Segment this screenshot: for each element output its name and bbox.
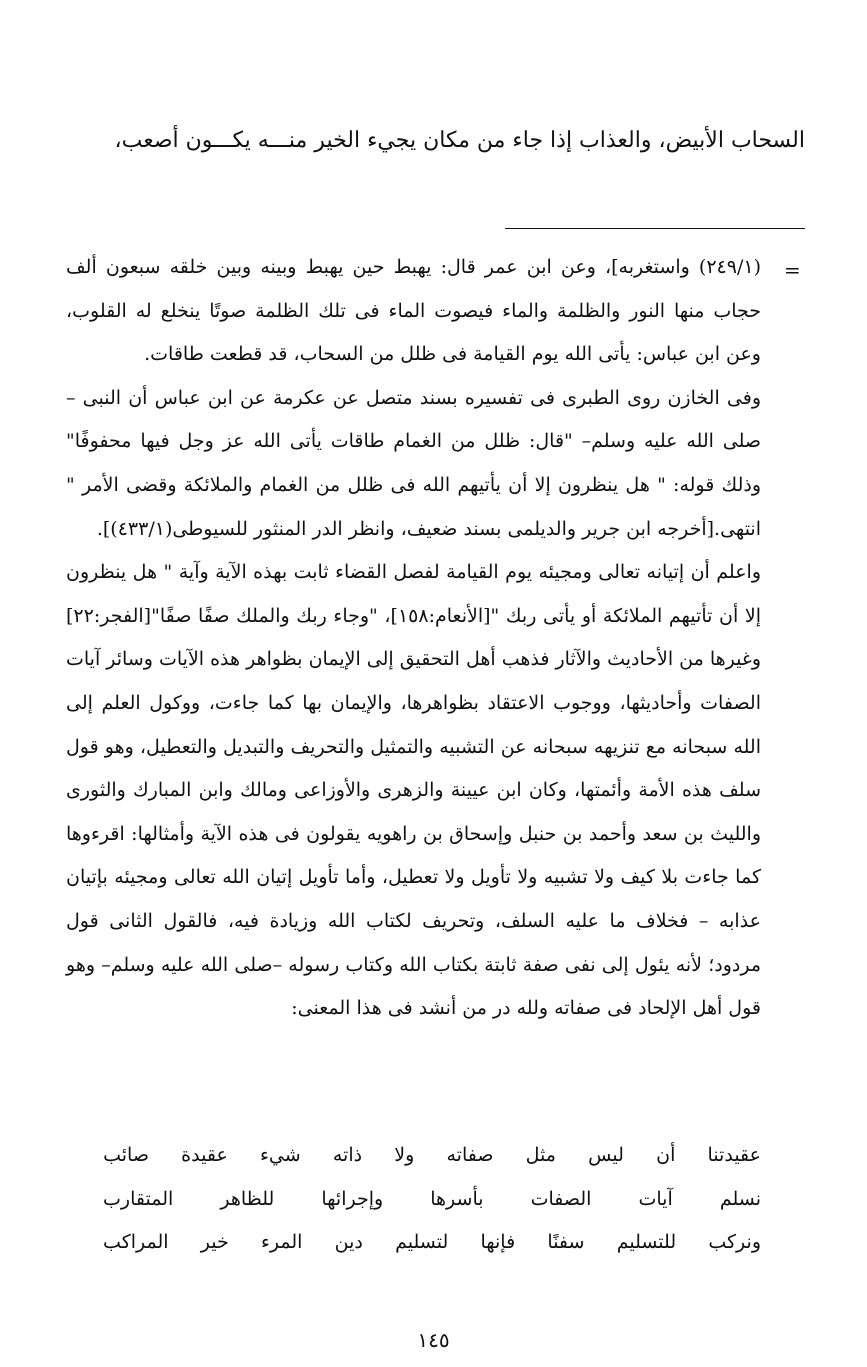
verse-word: ولا <box>394 1144 415 1166</box>
verse-word: مثل <box>525 1144 556 1166</box>
verse-word: آيات <box>638 1187 673 1210</box>
verse-word: خير <box>200 1231 229 1254</box>
footnote-paragraph: وفى الخازن روى الطبرى فى تفسيره بسند متصل عن عكرمة عن ابن عباس أن النبى –صلى الله عليه وسلم– "قال: ظلل من الغمام طاقات يأتى الله عز وجل فيها محفوفًا" وذلك قوله: " هل ينظرون إلا أن يأتيهم الله فى ظلل من الغمام والملائكة وقضى الأمر " انتهى.[أخرجه ابن جرير والديلمى بسند ضعيف، وانظر الدر المنثور للسيوطى(٤٣٣/١)]. <box>66 386 761 540</box>
main-text-line: السحاب الأبيض، والعذاب إذا جاء من مكان يجيء الخير منـــه يكـــون أصعب، <box>114 128 805 153</box>
verse-line <box>103 1134 761 1178</box>
verse-word: المراكب <box>103 1231 169 1254</box>
footnote-paragraph: (٢٤٩/١) واستغربه]، وعن ابن عمر قال: يهبط حين يهبط وبينه وبين خلقه سبعون ألف حجاب منها النور والظلمة والماء فيصوت الماء فى تلك الظلمة صوتًا ينخلع له القلوب، وعن ابن عباس: يأتى الله يوم القيامة فى ظلل من السحاب، قد قطعت طاقات. <box>66 256 761 366</box>
verse-word: المتقارب <box>103 1187 174 1210</box>
poem-verses <box>103 1134 761 1265</box>
verse-word: أن <box>656 1144 676 1166</box>
footnote-continuation-mark: = <box>784 258 801 282</box>
verse-word: للتسليم <box>616 1231 677 1254</box>
verse-word: عقيدة <box>181 1144 228 1166</box>
verse-word: للظاهر <box>220 1187 275 1210</box>
verse-word: ليس <box>588 1144 624 1166</box>
verse-word: المرء <box>260 1231 303 1254</box>
page-number: ١٤٥ <box>417 1328 450 1352</box>
verse-word: صائب <box>103 1144 149 1166</box>
verse-word: صفاته <box>446 1144 494 1166</box>
verse-word: ونركب <box>708 1231 761 1254</box>
verse-word: الصفات <box>530 1187 592 1210</box>
verse-line <box>103 1178 761 1222</box>
verse-word: دين <box>334 1231 363 1254</box>
footnote-paragraph: واعلم أن إتيانه تعالى ومجيئه يوم القيامة لفصل القضاء ثابت بهذه الآية وآية " هل ينظرون إلا أن تأتيهم الملائكة أو يأتى ربك "[الأنعام:١٥٨]، "وجاء ربك والملك صفًا صفًا"[الفجر:٢٢] وغيرها من الأحاديث والآثار فذهب أهل التحقيق إلى الإيمان بظواهر هذه الآيات وسائر آيات الصفات وأحاديثها، ووجوب الاعتقاد بظواهرها، والإيمان بها كما جاءت، ووكول العلم إلى الله سبحانه مع تنزيهه سبحانه عن التشبيه والتمثيل والتحريف والتبديل والتعطيل، وهو قول سلف هذه الأمة وأئمتها، وكان ابن عيينة والزهرى والأوزاعى ومالك وابن المبارك والثورى والليث بن سعد وأحمد بن حنبل وإسحاق بن راهويه يقولون فى هذه الآية وأمثالها: اقرءوها كما جاءت بلا كيف ولا تشبيه ولا تأويل ولا تعطيل، وأما تأويل إتيان الله تعالى ومجيئه بإتيان عذابه – فخلاف ما عليه السلف، وتحريف لكتاب الله وزيادة فيه، فالقول الثانى قول مردود؛ لأنه يئول إلى نفى صفة ثابتة بكتاب الله وكتاب رسوله –صلى الله عليه وسلم– وهو قول أهل الإلحاد فى صفاته ولله در من أنشد فى هذا المعنى: <box>66 561 761 1020</box>
verse-word: عقيدتنا <box>707 1144 761 1166</box>
verse-word: سفنًا <box>547 1231 585 1254</box>
verse-word: ذاته <box>332 1144 363 1166</box>
footnote-separator <box>505 228 805 229</box>
verse-word: بأسرها <box>430 1187 484 1210</box>
verse-line <box>103 1221 761 1265</box>
verse-word: وإجرائها <box>321 1187 384 1210</box>
verse-word: شيء <box>259 1144 301 1166</box>
verse-word: لتسليم <box>395 1231 449 1254</box>
verse-word: فإنها <box>480 1231 516 1254</box>
verse-word: نسلم <box>719 1187 761 1210</box>
footnote-block <box>66 246 761 1031</box>
